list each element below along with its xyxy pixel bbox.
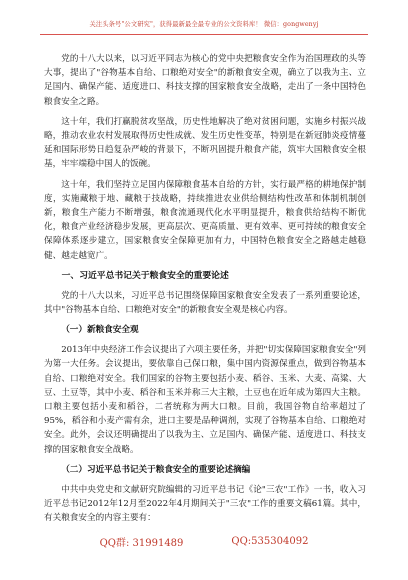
- header-promo-text: 关注头条号"公文研究"，获得最新最全最专业的公文资料库！ 微信：gongwenyj: [89, 20, 319, 28]
- header-banner: [40, 14, 368, 32]
- paragraph-6: 中共中央党史和文献研究院编辑的习近平总书记《论"三农"工作》一书，收入习近平总书记2012年12月至2022年4月期间关于"三农"工作的重要文稿61篇。其中，有关粮食安全的内容主要有：: [44, 484, 366, 524]
- paragraph-1: 党的十八大以来，以习近平同志为核心的党中央把粮食安全作为治国理政的头等大事，提出了"谷物基本自给、口粮绝对安全"的新粮食安全观，确立了以我为主、立足国内、确保产能、适度进口、科技支撑的国家粮食安全战略，走出了一条中国特色粮食安全之路。: [44, 54, 366, 107]
- footer-qq-number: QQ:535304092: [231, 535, 309, 547]
- footer-qq-group: QQ群: 31991489: [99, 537, 184, 549]
- subsection-heading-1: （一）新粮食安全观: [61, 325, 139, 336]
- paragraph-3: 这十年，我们坚持立足国内保障粮食基本自给的方针，实行最严格的耕地保护制度，实施藏粮于地、藏粮于技战略，持续推进农业供给侧结构性改革和体制机制创新，粮食生产能力不断增强，粮食流通现代化水平明显提升，粮食供给结构不断优化，粮食产业经济稳步发展，更高层次、更高质量、更有效率、更可持续的粮食安全保障体系逐步建立，国家粮食安全保障更加有力，中国特色粮食安全之路越走越稳健、越走越宽广。: [44, 179, 366, 261]
- paragraph-2: 这十年，我们打赢脱贫攻坚战，历史性地解决了绝对贫困问题，实施乡村振兴战略，推动农业农村发展取得历史性成就、发生历史性变革，特别是在新冠肺炎疫情蔓延和国际形势日趋复杂严峻的背景下，不断巩固提升粮食产能，筑牢大国粮食安全根基，牢牢端稳中国人的饭碗。: [44, 116, 366, 170]
- paragraph-4: 党的十八大以来，习近平总书记围绕保障国家粮食安全发表了一系列重要论述，其中"谷物基本自给、口粮绝对安全"的新粮食安全观是核心内容。: [44, 290, 366, 316]
- document-body: [44, 52, 366, 531]
- footer-contact-bar: [40, 532, 368, 550]
- section-heading-1: 一、习近平总书记关于粮食安全的重要论述: [61, 270, 229, 281]
- subsection-heading-2: （二）习近平总书记关于粮食安全的重要论述摘编: [61, 464, 251, 475]
- header-divider: [40, 34, 368, 35]
- paragraph-5: 2013年中央经济工作会议提出了六项主要任务，并把"切实保障国家粮食安全"列为第一大任务。会议提出，要依靠自己保口粮，集中国内资源保重点，做到谷物基本自给、口粮绝对安全。我们国家的谷物主要包括小麦、稻谷、玉米、大麦、高粱、大豆、土豆等，其中小麦、稻谷和玉米并称三大主粮，土豆也在近年成为第四大主粮。口粮主要包括小麦和稻谷，二者统称为两大口粮。目前，我国谷物自给率超过了95%，稻谷和小麦产需有余，进口主要是品种调剂，实现了谷物基本自给、口粮绝对安全。此外，会议还明确提出了以我为主、立足国内、确保产能、适度进口、科技支撑的国家粮食安全战略。: [44, 345, 366, 455]
